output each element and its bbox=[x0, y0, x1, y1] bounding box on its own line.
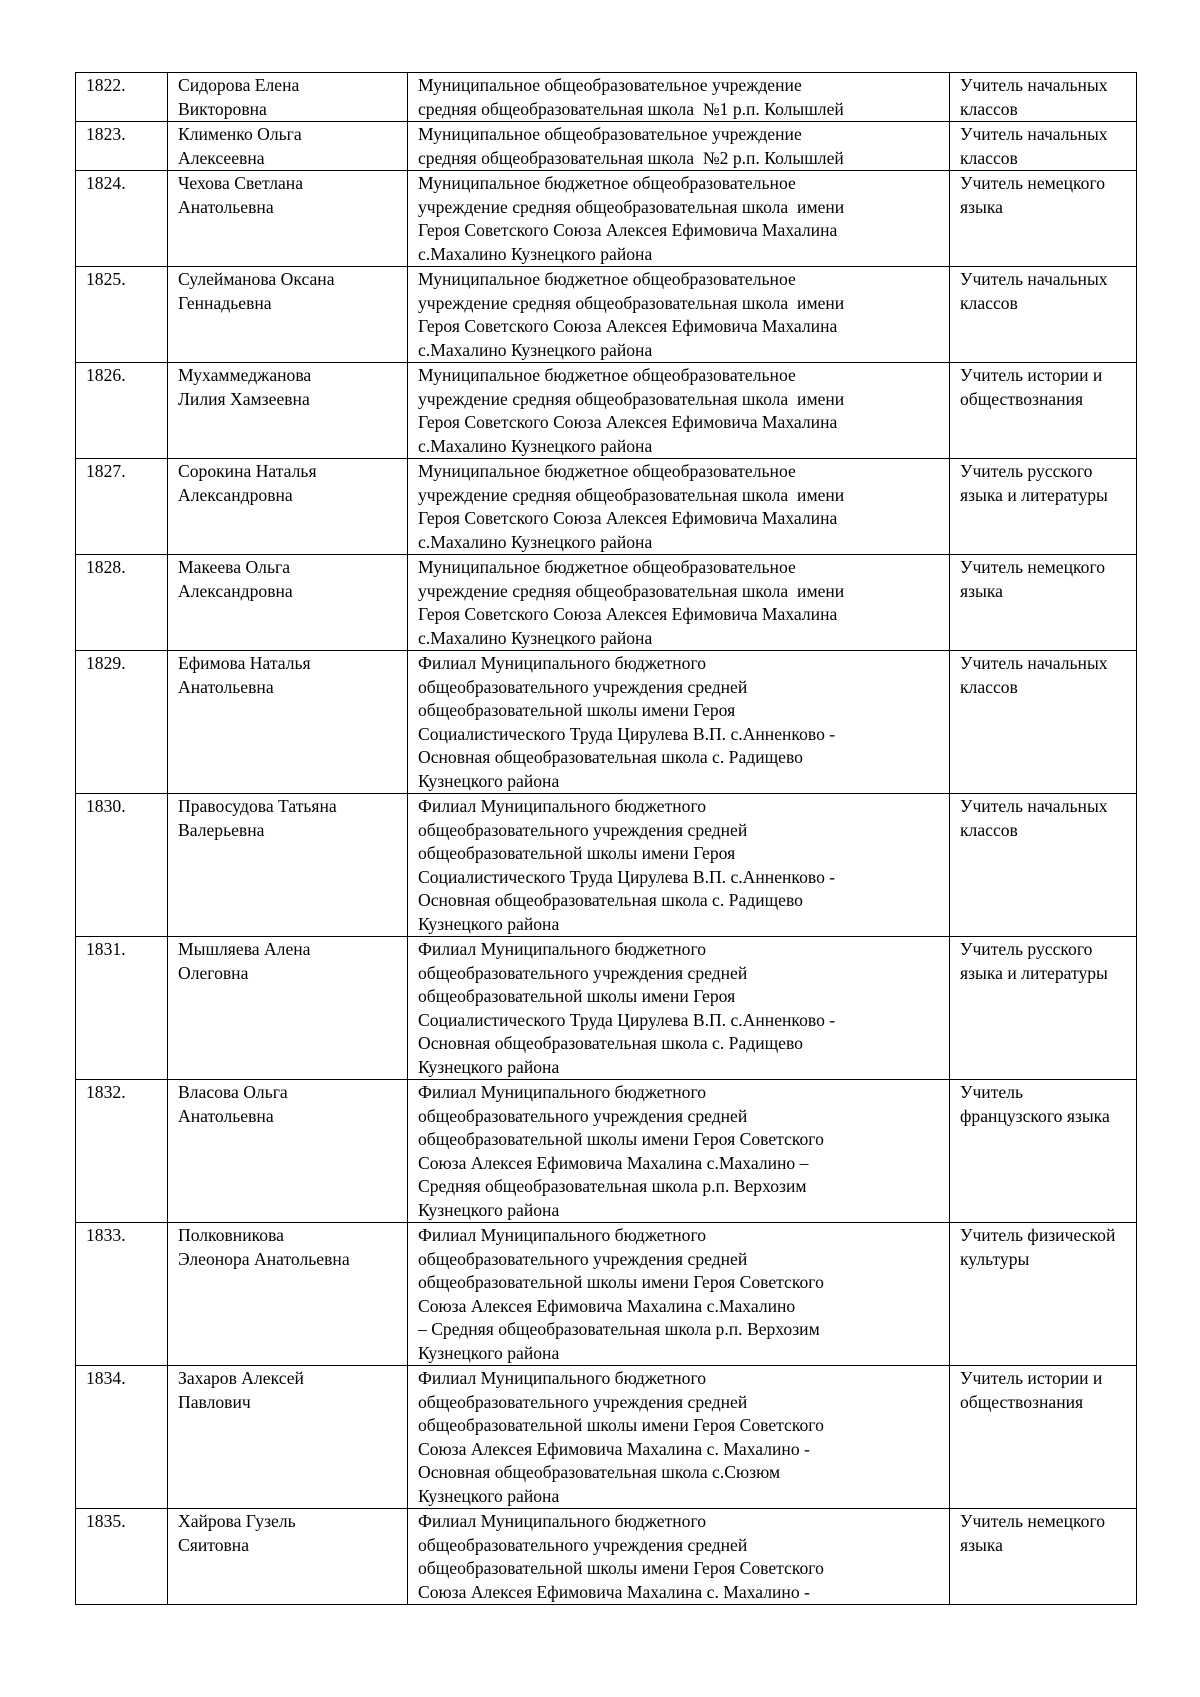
teacher-position-line: Учитель начальных bbox=[960, 269, 1108, 289]
school-name-line: общеобразовательного учреждения средней bbox=[418, 1105, 748, 1126]
row-number-text: 1833. bbox=[86, 1225, 126, 1245]
teacher-name-line: Правосудова Татьяна bbox=[178, 796, 337, 816]
teacher-name-line: Анатольевна bbox=[178, 196, 274, 217]
row-number bbox=[76, 1509, 168, 1605]
teacher-name-line: Анатольевна bbox=[178, 676, 274, 697]
teachers-table-body bbox=[76, 73, 1137, 1605]
row-number bbox=[76, 73, 168, 122]
school-name-line: с.Махалино Кузнецкого района bbox=[418, 627, 653, 648]
school-name-line: Филиал Муниципального бюджетного bbox=[418, 1225, 707, 1245]
school-name-line: Кузнецкого района bbox=[418, 1199, 560, 1220]
school-name-line: Муниципальное бюджетное общеобразовательное bbox=[418, 269, 796, 289]
school-name bbox=[408, 267, 950, 363]
table-row bbox=[76, 1223, 1137, 1366]
row-number-text: 1823. bbox=[86, 124, 126, 144]
school-name-line: с.Махалино Кузнецкого района bbox=[418, 435, 653, 456]
teacher-name-line: Александровна bbox=[178, 484, 293, 505]
teacher-name-line: Мышляева Алена bbox=[178, 939, 311, 959]
school-name-line: учреждение средняя общеобразовательная школа имени bbox=[418, 580, 845, 601]
teacher-name bbox=[168, 1509, 408, 1605]
school-name-line: учреждение средняя общеобразовательная школа имени bbox=[418, 196, 845, 217]
row-number-text: 1825. bbox=[86, 269, 126, 289]
row-number bbox=[76, 267, 168, 363]
table-row bbox=[76, 363, 1137, 459]
school-name-line: – Средняя общеобразовательная школа р.п. Верхозим bbox=[418, 1319, 820, 1339]
teacher-position-line: Учитель истории и bbox=[960, 1368, 1103, 1388]
school-name bbox=[408, 937, 950, 1080]
school-name bbox=[408, 459, 950, 555]
row-number bbox=[76, 459, 168, 555]
teacher-name-line: Валерьевна bbox=[178, 819, 265, 840]
teacher-position-line: обществознания bbox=[960, 388, 1084, 409]
school-name-line: Основная общеобразовательная школа с. Радищево bbox=[418, 1033, 803, 1053]
row-number-text: 1824. bbox=[86, 173, 126, 193]
row-number-text: 1822. bbox=[86, 75, 126, 95]
school-name-line: общеобразовательного учреждения средней bbox=[418, 1391, 748, 1412]
teacher-position bbox=[950, 267, 1137, 363]
school-name-line: общеобразовательной школы имени Героя Советского bbox=[418, 1272, 824, 1292]
row-number-text: 1828. bbox=[86, 557, 126, 577]
teacher-position bbox=[950, 73, 1137, 122]
teacher-name-line: Лилия Хамзеевна bbox=[178, 388, 310, 409]
school-name-line: Муниципальное бюджетное общеобразовательное bbox=[418, 173, 796, 193]
teacher-name-line: Клименко Ольга bbox=[178, 124, 302, 144]
teacher-name bbox=[168, 937, 408, 1080]
teacher-position-line: языка bbox=[960, 580, 1003, 601]
teacher-name bbox=[168, 363, 408, 459]
school-name-line: общеобразовательной школы имени Героя bbox=[418, 843, 736, 863]
school-name-line: Филиал Муниципального бюджетного bbox=[418, 653, 707, 673]
row-number bbox=[76, 1080, 168, 1223]
school-name bbox=[408, 555, 950, 651]
teacher-name bbox=[168, 1223, 408, 1366]
school-name-line: общеобразовательной школы имени Героя Советского bbox=[418, 1415, 824, 1435]
row-number-text: 1829. bbox=[86, 653, 126, 673]
table-row bbox=[76, 1080, 1137, 1223]
school-name-line: Основная общеобразовательная школа с. Радищево bbox=[418, 890, 803, 910]
row-number-text: 1834. bbox=[86, 1368, 126, 1388]
teacher-name bbox=[168, 73, 408, 122]
school-name-line: Героя Советского Союза Алексея Ефимовича Махалина bbox=[418, 604, 838, 624]
school-name-line: Социалистического Труда Цирулева В.П. с.Анненково - bbox=[418, 1009, 836, 1030]
school-name-line: общеобразовательного учреждения средней bbox=[418, 962, 748, 983]
school-name-line: с.Махалино Кузнецкого района bbox=[418, 339, 653, 360]
row-number-text: 1831. bbox=[86, 939, 126, 959]
school-name-line: Кузнецкого района bbox=[418, 913, 560, 934]
school-name-line: Героя Советского Союза Алексея Ефимовича Махалина bbox=[418, 220, 838, 240]
school-name bbox=[408, 1509, 950, 1605]
table-row bbox=[76, 267, 1137, 363]
teacher-position-line: классов bbox=[960, 147, 1018, 168]
school-name-line: общеобразовательной школы имени Героя Советского bbox=[418, 1129, 824, 1149]
teacher-name bbox=[168, 267, 408, 363]
school-name-line: Союза Алексея Ефимовича Махалина с. Махалино - bbox=[418, 1581, 810, 1602]
school-name-line: Муниципальное бюджетное общеобразовательное bbox=[418, 461, 796, 481]
table-row bbox=[76, 73, 1137, 122]
row-number-text: 1835. bbox=[86, 1511, 126, 1531]
school-name-line: Социалистического Труда Цирулева В.П. с.Анненково - bbox=[418, 723, 836, 744]
table-row bbox=[76, 1366, 1137, 1509]
teacher-name bbox=[168, 555, 408, 651]
teacher-position-line: классов bbox=[960, 819, 1018, 840]
row-number bbox=[76, 794, 168, 937]
teacher-name bbox=[168, 171, 408, 267]
row-number-text: 1832. bbox=[86, 1082, 126, 1102]
teachers-table bbox=[75, 72, 1137, 1605]
school-name-line: общеобразовательной школы имени Героя Советского bbox=[418, 1558, 824, 1578]
teacher-position-line: языка bbox=[960, 196, 1003, 217]
school-name bbox=[408, 363, 950, 459]
teacher-position-line: Учитель немецкого bbox=[960, 173, 1106, 193]
school-name-line: общеобразовательной школы имени Героя bbox=[418, 986, 736, 1006]
school-name bbox=[408, 122, 950, 171]
teacher-name-line: Геннадьевна bbox=[178, 292, 272, 313]
teacher-position bbox=[950, 171, 1137, 267]
school-name-line: Союза Алексея Ефимовича Махалина с.Махалино – bbox=[418, 1152, 809, 1173]
school-name-line: общеобразовательной школы имени Героя bbox=[418, 700, 736, 720]
row-number-text: 1826. bbox=[86, 365, 126, 385]
school-name-line: Филиал Муниципального бюджетного bbox=[418, 1082, 707, 1102]
teacher-position-line: Учитель русского bbox=[960, 461, 1093, 481]
school-name-line: средняя общеобразовательная школа №2 р.п. Колышлей bbox=[418, 147, 844, 168]
school-name bbox=[408, 794, 950, 937]
teacher-position-line: Учитель начальных bbox=[960, 796, 1108, 816]
teacher-position-line: языка и литературы bbox=[960, 962, 1108, 983]
teacher-position-line: французского языка bbox=[960, 1105, 1110, 1126]
school-name-line: Героя Советского Союза Алексея Ефимовича Махалина bbox=[418, 316, 838, 336]
school-name bbox=[408, 171, 950, 267]
school-name-line: средняя общеобразовательная школа №1 р.п. Колышлей bbox=[418, 98, 844, 119]
teacher-position-line: Учитель истории и bbox=[960, 365, 1103, 385]
teacher-name-line: Сулейманова Оксана bbox=[178, 269, 335, 289]
teacher-name-line: Алексеевна bbox=[178, 147, 265, 168]
teacher-position-line: Учитель bbox=[960, 1082, 1024, 1102]
teacher-position bbox=[950, 122, 1137, 171]
school-name-line: Муниципальное общеобразовательное учреждение bbox=[418, 75, 802, 95]
school-name bbox=[408, 1366, 950, 1509]
school-name-line: Кузнецкого района bbox=[418, 1056, 560, 1077]
school-name-line: общеобразовательного учреждения средней bbox=[418, 1248, 748, 1269]
school-name-line: Основная общеобразовательная школа с.Сюзюм bbox=[418, 1462, 781, 1482]
table-row bbox=[76, 1509, 1137, 1605]
teacher-position bbox=[950, 363, 1137, 459]
row-number bbox=[76, 937, 168, 1080]
teacher-position-line: обществознания bbox=[960, 1391, 1084, 1412]
school-name-line: учреждение средняя общеобразовательная школа имени bbox=[418, 484, 845, 505]
teacher-name-line: Чехова Светлана bbox=[178, 173, 304, 193]
row-number-text: 1830. bbox=[86, 796, 126, 816]
teacher-position bbox=[950, 937, 1137, 1080]
table-row bbox=[76, 794, 1137, 937]
school-name-line: Социалистического Труда Цирулева В.П. с.Анненково - bbox=[418, 866, 836, 887]
teacher-name bbox=[168, 459, 408, 555]
school-name-line: с.Махалино Кузнецкого района bbox=[418, 531, 653, 552]
teacher-name-line: Павлович bbox=[178, 1391, 251, 1412]
school-name-line: Средняя общеобразовательная школа р.п. Верхозим bbox=[418, 1176, 807, 1196]
table-row bbox=[76, 555, 1137, 651]
row-number-text: 1827. bbox=[86, 461, 126, 481]
row-number bbox=[76, 122, 168, 171]
teacher-position-line: Учитель немецкого bbox=[960, 1511, 1106, 1531]
row-number bbox=[76, 555, 168, 651]
teacher-position bbox=[950, 651, 1137, 794]
school-name-line: Союза Алексея Ефимовича Махалина с.Махалино bbox=[418, 1295, 796, 1316]
teacher-position bbox=[950, 1366, 1137, 1509]
teacher-name bbox=[168, 1080, 408, 1223]
school-name-line: Союза Алексея Ефимовича Махалина с. Махалино - bbox=[418, 1438, 810, 1459]
teacher-position-line: Учитель начальных bbox=[960, 653, 1108, 673]
school-name-line: Героя Советского Союза Алексея Ефимовича Махалина bbox=[418, 508, 838, 528]
school-name-line: Кузнецкого района bbox=[418, 770, 560, 791]
teacher-name-line: Макеева Ольга bbox=[178, 557, 290, 577]
teacher-position-line: культуры bbox=[960, 1248, 1030, 1269]
row-number bbox=[76, 651, 168, 794]
school-name-line: общеобразовательного учреждения средней bbox=[418, 676, 748, 697]
teacher-position bbox=[950, 555, 1137, 651]
school-name bbox=[408, 1223, 950, 1366]
teacher-position-line: классов bbox=[960, 98, 1018, 119]
table-row bbox=[76, 651, 1137, 794]
teacher-name bbox=[168, 651, 408, 794]
school-name-line: учреждение средняя общеобразовательная школа имени bbox=[418, 388, 845, 409]
teacher-name-line: Хайрова Гузель bbox=[178, 1511, 296, 1531]
school-name-line: Филиал Муниципального бюджетного bbox=[418, 796, 707, 816]
teacher-name-line: Ефимова Наталья bbox=[178, 653, 311, 673]
school-name-line: Муниципальное общеобразовательное учреждение bbox=[418, 124, 802, 144]
teacher-name bbox=[168, 794, 408, 937]
school-name-line: Кузнецкого района bbox=[418, 1485, 560, 1506]
teacher-name-line: Полковникова bbox=[178, 1225, 284, 1245]
school-name-line: Филиал Муниципального бюджетного bbox=[418, 1368, 707, 1388]
teacher-name bbox=[168, 122, 408, 171]
teacher-position-line: Учитель немецкого bbox=[960, 557, 1106, 577]
teacher-position-line: языка и литературы bbox=[960, 484, 1108, 505]
school-name-line: Муниципальное бюджетное общеобразовательное bbox=[418, 557, 796, 577]
table-row bbox=[76, 459, 1137, 555]
school-name-line: общеобразовательного учреждения средней bbox=[418, 819, 748, 840]
table-row bbox=[76, 171, 1137, 267]
teacher-position-line: языка bbox=[960, 1534, 1003, 1555]
teacher-position bbox=[950, 1509, 1137, 1605]
teacher-name-line: Викторовна bbox=[178, 98, 267, 119]
teacher-name-line: Александровна bbox=[178, 580, 293, 601]
teacher-name-line: Власова Ольга bbox=[178, 1082, 288, 1102]
teacher-position-line: Учитель начальных bbox=[960, 75, 1108, 95]
school-name-line: Героя Советского Союза Алексея Ефимовича Махалина bbox=[418, 412, 838, 432]
school-name bbox=[408, 73, 950, 122]
teacher-name-line: Элеонора Анатольевна bbox=[178, 1248, 350, 1269]
teacher-position bbox=[950, 1223, 1137, 1366]
table-row bbox=[76, 122, 1137, 171]
teacher-name bbox=[168, 1366, 408, 1509]
table-row bbox=[76, 937, 1137, 1080]
school-name-line: учреждение средняя общеобразовательная школа имени bbox=[418, 292, 845, 313]
row-number bbox=[76, 1223, 168, 1366]
teacher-position-line: Учитель русского bbox=[960, 939, 1093, 959]
row-number bbox=[76, 363, 168, 459]
teacher-name-line: Мухаммеджанова bbox=[178, 365, 312, 385]
teacher-position bbox=[950, 459, 1137, 555]
teacher-position-line: классов bbox=[960, 676, 1018, 697]
teacher-name-line: Анатольевна bbox=[178, 1105, 274, 1126]
school-name-line: с.Махалино Кузнецкого района bbox=[418, 243, 653, 264]
teacher-position bbox=[950, 794, 1137, 937]
school-name-line: Кузнецкого района bbox=[418, 1342, 560, 1363]
school-name bbox=[408, 1080, 950, 1223]
school-name bbox=[408, 651, 950, 794]
teacher-name-line: Сидорова Елена bbox=[178, 75, 300, 95]
teacher-name-line: Захаров Алексей bbox=[178, 1368, 304, 1388]
teacher-position-line: классов bbox=[960, 292, 1018, 313]
school-name-line: общеобразовательного учреждения средней bbox=[418, 1534, 748, 1555]
teacher-name-line: Сорокина Наталья bbox=[178, 461, 317, 481]
school-name-line: Муниципальное бюджетное общеобразовательное bbox=[418, 365, 796, 385]
school-name-line: Филиал Муниципального бюджетного bbox=[418, 1511, 707, 1531]
teacher-name-line: Олеговна bbox=[178, 962, 249, 983]
school-name-line: Филиал Муниципального бюджетного bbox=[418, 939, 707, 959]
row-number bbox=[76, 171, 168, 267]
teacher-position-line: Учитель физической bbox=[960, 1225, 1116, 1245]
school-name-line: Основная общеобразовательная школа с. Радищево bbox=[418, 747, 803, 767]
teacher-position-line: Учитель начальных bbox=[960, 124, 1108, 144]
teacher-position bbox=[950, 1080, 1137, 1223]
row-number bbox=[76, 1366, 168, 1509]
teacher-name-line: Сяитовна bbox=[178, 1534, 250, 1555]
